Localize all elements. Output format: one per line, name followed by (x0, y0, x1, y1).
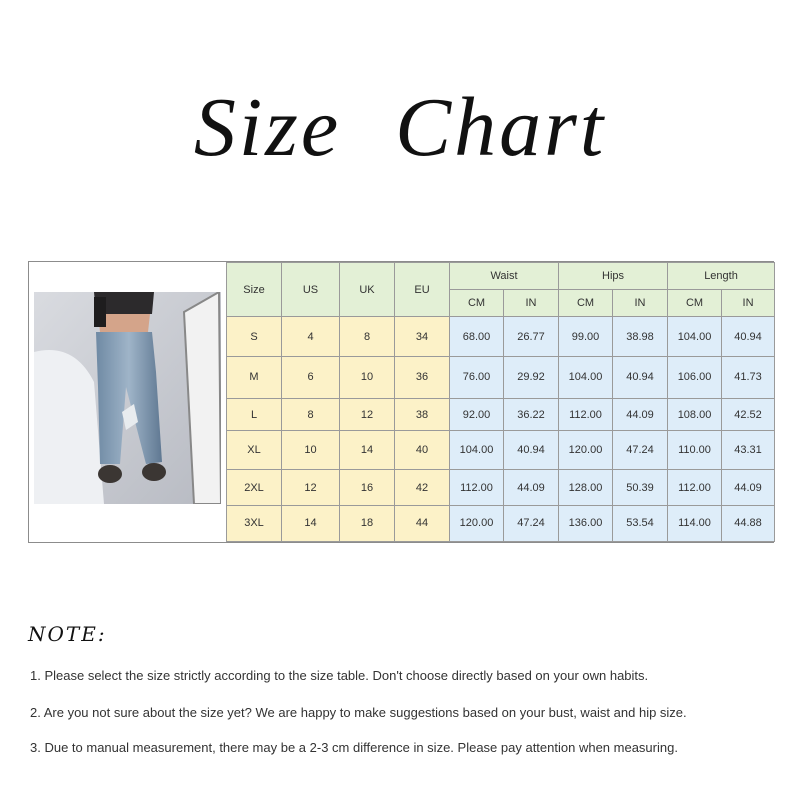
value-cell: 44.09 (504, 470, 559, 505)
header-unit: CM (559, 290, 613, 317)
value-cell: 8 (282, 398, 340, 430)
value-cell: 68.00 (450, 317, 504, 356)
value-cell: 40 (395, 431, 450, 470)
value-cell: 50.39 (613, 470, 668, 505)
size-cell: XL (227, 431, 282, 470)
size-chart (28, 261, 774, 543)
value-cell: 110.00 (668, 431, 722, 470)
value-cell: 104.00 (559, 356, 613, 398)
value-cell: 112.00 (668, 470, 722, 505)
value-cell: 136.00 (559, 505, 613, 541)
value-cell: 44.88 (722, 505, 775, 541)
note-title: NOTE: (28, 622, 107, 646)
value-cell: 44 (395, 505, 450, 541)
value-cell: 40.94 (504, 431, 559, 470)
value-cell: 47.24 (504, 505, 559, 541)
value-cell: 40.94 (613, 356, 668, 398)
size-cell: L (227, 398, 282, 430)
value-cell: 12 (340, 398, 395, 430)
note-item-3: 3. Due to manual measurement, there may be a 2-3 cm difference in size. Please pay attention when measuring. (30, 740, 678, 755)
value-cell: 38 (395, 398, 450, 430)
value-cell: 14 (340, 431, 395, 470)
value-cell: 41.73 (722, 356, 775, 398)
value-cell: 76.00 (450, 356, 504, 398)
value-cell: 112.00 (559, 398, 613, 430)
value-cell: 104.00 (668, 317, 722, 356)
header-waist: Waist (450, 263, 559, 290)
value-cell: 128.00 (559, 470, 613, 505)
note-item-1: 1. Please select the size strictly according to the size table. Don't choose directly based on your own habits. (30, 668, 649, 683)
value-cell: 106.00 (668, 356, 722, 398)
value-cell: 16 (340, 470, 395, 505)
value-cell: 42.52 (722, 398, 775, 430)
value-cell: 26.77 (504, 317, 559, 356)
value-cell: 120.00 (559, 431, 613, 470)
value-cell: 8 (340, 317, 395, 356)
size-cell: S (227, 317, 282, 356)
value-cell: 34 (395, 317, 450, 356)
value-cell: 99.00 (559, 317, 613, 356)
size-cell: M (227, 356, 282, 398)
header-size: Size (227, 263, 282, 317)
header-uk: UK (340, 263, 395, 317)
table-row (227, 431, 775, 470)
value-cell: 44.09 (722, 470, 775, 505)
value-cell: 43.31 (722, 431, 775, 470)
value-cell: 12 (282, 470, 340, 505)
value-cell: 53.54 (613, 505, 668, 541)
header-unit: IN (722, 290, 775, 317)
value-cell: 112.00 (450, 470, 504, 505)
value-cell: 10 (282, 431, 340, 470)
value-cell: 14 (282, 505, 340, 541)
value-cell: 36 (395, 356, 450, 398)
header-length: Length (668, 263, 775, 290)
value-cell: 120.00 (450, 505, 504, 541)
value-cell: 114.00 (668, 505, 722, 541)
page-title: Size Chart (193, 81, 607, 174)
table-row (227, 470, 775, 505)
value-cell: 108.00 (668, 398, 722, 430)
header-hips: Hips (559, 263, 668, 290)
value-cell: 44.09 (613, 398, 668, 430)
header-unit: IN (504, 290, 559, 317)
value-cell: 36.22 (504, 398, 559, 430)
value-cell: 4 (282, 317, 340, 356)
header-unit: IN (613, 290, 668, 317)
value-cell: 47.24 (613, 431, 668, 470)
header-unit: CM (668, 290, 722, 317)
model-photo (34, 292, 221, 504)
note-item-2: 2. Are you not sure about the size yet? We are happy to make suggestions based on your bust, waist and hip size. (30, 705, 687, 720)
value-cell: 18 (340, 505, 395, 541)
size-cell: 3XL (227, 505, 282, 541)
table-row (227, 398, 775, 430)
value-cell: 29.92 (504, 356, 559, 398)
value-cell: 38.98 (613, 317, 668, 356)
value-cell: 92.00 (450, 398, 504, 430)
jeans-model-image (34, 292, 221, 504)
size-cell: 2XL (227, 470, 282, 505)
value-cell: 40.94 (722, 317, 775, 356)
table-row (227, 356, 775, 398)
table-row (227, 505, 775, 541)
value-cell: 42 (395, 470, 450, 505)
header-eu: EU (395, 263, 450, 317)
value-cell: 104.00 (450, 431, 504, 470)
table-row (227, 317, 775, 356)
value-cell: 10 (340, 356, 395, 398)
value-cell: 6 (282, 356, 340, 398)
header-us: US (282, 263, 340, 317)
size-table (226, 262, 775, 542)
header-unit: CM (450, 290, 504, 317)
table-body (227, 317, 775, 542)
